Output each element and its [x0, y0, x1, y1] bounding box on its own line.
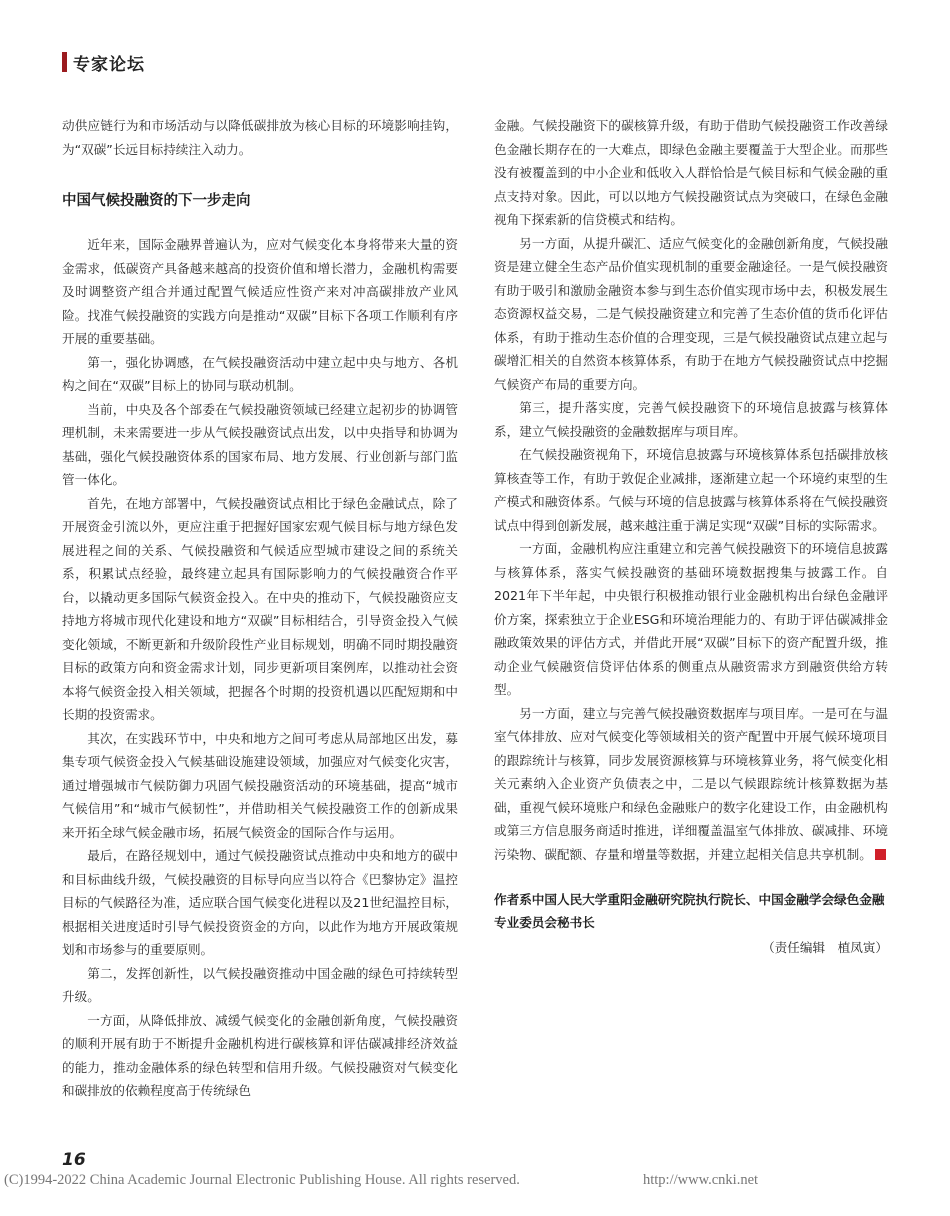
section-header — [62, 50, 145, 74]
body-paragraph: 近年来，国际金融界普遍认为，应对气候变化本身将带来大量的资金需求，低碳资产具备越来越高的投资价值和增长潜力，金融机构需要及时调整资产组合并通过配置气候适应性资产来对冲高碳排放产业风险。找准气候投融资的实践方向是推动“双碳”目标下各项工作顺利有序开展的重要基础。 — [62, 237, 458, 346]
right-column — [494, 114, 888, 959]
header-accent-bar — [62, 52, 67, 72]
body-paragraph: 另一方面，从提升碳汇、适应气候变化的金融创新角度，气候投融资是建立健全生态产品价值实现机制的重要金融途径。一是气候投融资有助于吸引和激励金融资本参与到生态价值实现市场中去，积极发展生态资源权益交易，二是气候投融资建立和完善了生态价值的货币化评估体系，有助于推动生态价值的合理变现，三是气候投融资试点建立起与碳增汇相关的自然资本核算体系，有助于在地方气候投融资试点中挖掘气候资产布局的重要方向。 — [494, 235, 888, 392]
body-paragraph: 最后，在路径规划中，通过气候投融资试点推动中央和地方的碳中和目标曲线升级，气候投融资的目标导向应当以符合《巴黎协定》温控目标的气候路径为准，适应联合国气候变化进程以及21世纪温控目标，根据相关进度适时引导气候投资资金的方向，以此作为地方开展政策规划和市场参与的重要原则。 — [62, 848, 458, 957]
body-paragraph: 首先，在地方部署中，气候投融资试点相比于绿色金融试点，除了开展资金引流以外，更应注重于把握好国家宏观气候目标与地方绿色发展进程之间的关系、气候投融资和气候适应型城市建设之间的系统关系，积累试点经验，最终建立起具有国际影响力的气候投融资合作平台，以撬动更多国际气候资金投入。在中央的推动下，气候投融资应支持地方将城市现代化建设和地方“双碳”目标相结合，引导资金投入气候变化领域，不断更新和升级阶段性产业目标规划，明确不同时期投融资目标的政策方向和资金需求计划，同步更新项目案例库，以推动社会资本将气候资金投入相关领域，把握各个时期的投资机遇以匹配短期和中长期的投资需求。 — [62, 495, 458, 722]
body-paragraph: 第三，提升落实度，完善气候投融资下的环境信息披露与核算体系，建立气候投融资的金融数据库与项目库。 — [494, 400, 888, 439]
continuation-paragraph: 金融。气候投融资下的碳核算升级，有助于借助气候投融资工作改善绿色金融长期存在的一大难点，即绿色金融主要覆盖于大型企业。而那些没有被覆盖到的中小企业和低收入人群恰恰是气候目标和气候金融的重点支持对象。因此，可以以地方气候投融资试点为突破口，在绿色金融视角下探索新的信贷模式和结构。 — [494, 118, 888, 227]
author-note: 作者系中国人民大学重阳金融研究院执行院长、中国金融学会绿色金融专业委员会秘书长 — [494, 892, 885, 930]
section-title: 专家论坛 — [73, 54, 145, 75]
body-paragraph: 第一，强化协调感，在气候投融资活动中建立起中央与地方、各机构之间在“双碳”目标上的协同与联动机制。 — [62, 354, 458, 393]
body-paragraph: 其次，在实践环节中，中央和地方之间可考虑从局部地区出发，募集专项气候资金投入气候基础设施建设领域，加强应对气候变化灾害，通过增强城市气候防御力巩固气候投融资活动的环境基础，提高“城市气候信用”和“城市气候韧性”，并借助相关气候投融资工作的创新成果来开拓全球气候金融市场，拓展气候资金的国际合作与运用。 — [62, 730, 458, 840]
body-paragraph: 第二，发挥创新性，以气候投融资推动中国金融的绿色可持续转型升级。 — [62, 965, 458, 1004]
final-paragraph-text: 另一方面，建立与完善气候投融资数据库与项目库。一是可在与温室气体排放、应对气候变化等领域相关的资产配置中开展气候环境项目的跟踪统计与核算，同步发展资源核算与环境核算业务，将气候变化相关元素纳入企业资产负债表之中，二是以气候跟踪统计核算数据为基础，重视气候环境账户和绿色金融账户的数字化建设工作，由金融机构或第三方信息服务商适时推进，详细覆盖温室气体排放、碳减排、环境污染物、碳配额、存量和增量等数据，并建立起相关信息共享机制。 — [494, 705, 888, 862]
body-paragraph: 当前，中央及各个部委在气候投融资领域已经建立起初步的协调管理机制，未来需要进一步从气候投融资试点出发，以中央指导和协调为基础，强化气候投融资体系的国家布局、地方发展、行业创新与部门监管一体化。 — [62, 401, 458, 487]
copyright-text: (C)1994-2022 China Academic Journal Electronic Publishing House. All rights reserved. — [4, 1172, 520, 1188]
editor-note: （责任编辑 植凤寅） — [762, 940, 888, 955]
left-column — [62, 114, 458, 1103]
intro-paragraph: 动供应链行为和市场活动与以降低碳排放为核心目标的环境影响挂钩，为“双碳”长远目标持续注入动力。 — [62, 118, 458, 157]
page-number: 16 — [62, 1150, 86, 1170]
final-paragraph — [494, 702, 888, 867]
body-paragraph: 一方面，金融机构应注重建立和完善气候投融资下的环境信息披露与核算体系，落实气候投融资的基础环境数据搜集与披露工作。自2021年下半年起，中央银行积极推动银行业金融机构出台绿色金融评价方案，探索独立于企业ESG和环境治理能力的、有助于评估碳减排金融政策效果的评估方式，并借此开展“双碳”目标下的资产配置升级，推动企业气候融资信贷评估体系的侧重点从融资需求方到融资供给方转型。 — [494, 541, 888, 697]
body-paragraph: 一方面，从降低排放、减缓气候变化的金融创新角度，气候投融资的顺利开展有助于不断提升金融机构进行碳核算和评估碳减排经济效益的能力，推动金融体系的绿色转型和信用升级。气候投融资对气候变化和碳排放的依赖程度高于传统绿色 — [62, 1012, 458, 1098]
section-heading: 中国气候投融资的下一步走向 — [62, 193, 251, 209]
article-end-mark-icon — [875, 849, 886, 860]
footer-url: http://www.cnki.net — [643, 1172, 759, 1188]
body-paragraph: 在气候投融资视角下，环境信息披露与环境核算体系包括碳排放核算核查等工作，有助于敦促企业减排，逐渐建立起一个环境约束型的生产模式和融资体系。气候与环境的信息披露与核算体系将在气候投融资试点中得到创新发展，越来越注重于满足实现“双碳”目标的实际需求。 — [494, 447, 888, 533]
